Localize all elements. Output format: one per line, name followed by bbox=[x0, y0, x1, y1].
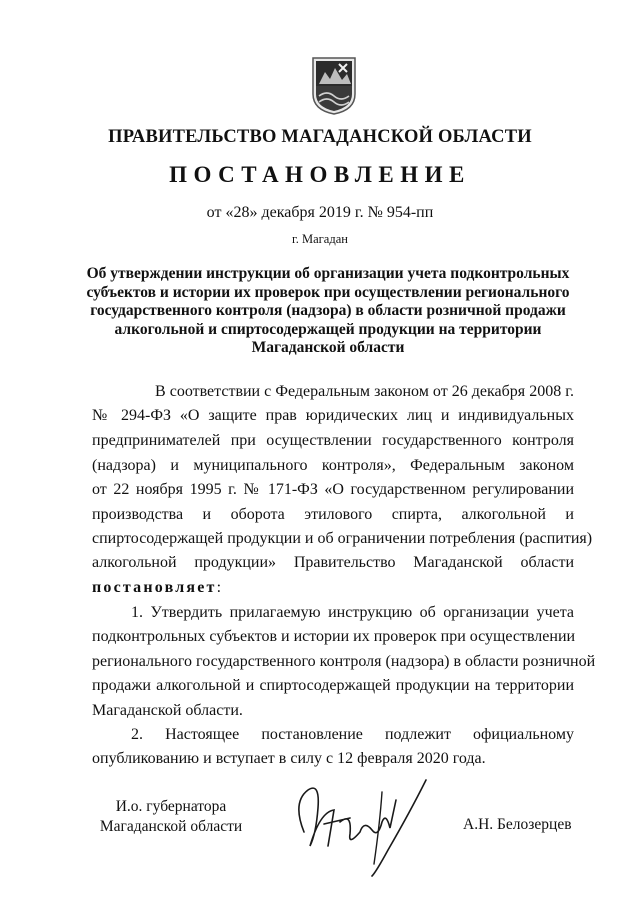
signer-name: А.Н. Белозерцев bbox=[463, 816, 572, 833]
item-1-line: продажи алкогольной и спиртосодержащей продукции на территории bbox=[92, 677, 574, 694]
resolves-text: постановляет bbox=[92, 579, 217, 596]
preamble-line: предпринимателей при осуществлении государственного контроля bbox=[92, 432, 574, 449]
signer-position bbox=[96, 797, 246, 836]
item-1-line: 1. Утвердить прилагаемую инструкцию об организации учета bbox=[131, 604, 574, 621]
signer-position-line: Магаданской области bbox=[99, 817, 243, 835]
preamble-line: спиртосодержащей продукции и об ограничении потребления (распития) bbox=[92, 530, 593, 547]
item-2-line: опубликованию и вступает в силу с 12 февраля 2020 года. bbox=[92, 750, 486, 767]
document-place: г. Магадан bbox=[292, 232, 348, 246]
preamble-line: от 22 ноября 1995 г. № 171-ФЗ «О государственном регулировании bbox=[92, 481, 574, 498]
resolves-colon: : bbox=[216, 579, 222, 596]
coat-of-arms-icon bbox=[311, 56, 357, 116]
item-1-line: Магаданской области. bbox=[92, 702, 243, 719]
preamble-line: В соответствии с Федеральным законом от 26 декабря 2008 г. bbox=[155, 383, 574, 400]
signer-position-line: И.о. губернатора bbox=[115, 798, 227, 815]
document-date-number: от «28» декабря 2019 г. № 954-пп bbox=[206, 204, 434, 221]
preamble-line: производства и оборота этилового спирта, алкогольной и bbox=[92, 506, 574, 523]
preamble-line: алкогольной продукции» Правительство Магаданской области bbox=[92, 554, 574, 571]
document-type: ПОСТАНОВЛЕНИЕ bbox=[169, 162, 471, 187]
preamble-line: (надзора) и муниципального контроля», Федеральным законом bbox=[92, 457, 574, 474]
government-name: ПРАВИТЕЛЬСТВО МАГАДАНСКОЙ ОБЛАСТИ bbox=[108, 127, 532, 147]
resolves-word bbox=[92, 578, 574, 598]
preamble-line: № 294-ФЗ «О защите прав юридических лиц и индивидуальных bbox=[92, 407, 574, 424]
item-1-line: подконтрольных субъектов и истории их проверок при осуществлении bbox=[92, 628, 576, 645]
handwritten-signature bbox=[290, 772, 440, 882]
document-subject: Об утверждении инструкции об организации учета подконтрольных субъектов и истории их проверок при осуществлении регионального государственного контроля (надзора) в области розничной продажи алкогольной и спиртосодержащей продукции на территории Магаданской области bbox=[86, 265, 570, 356]
item-2-line: 2. Настоящее постановление подлежит официальному bbox=[131, 726, 574, 743]
item-1-line: регионального государственного контроля (надзора) в области розничной bbox=[92, 653, 596, 670]
